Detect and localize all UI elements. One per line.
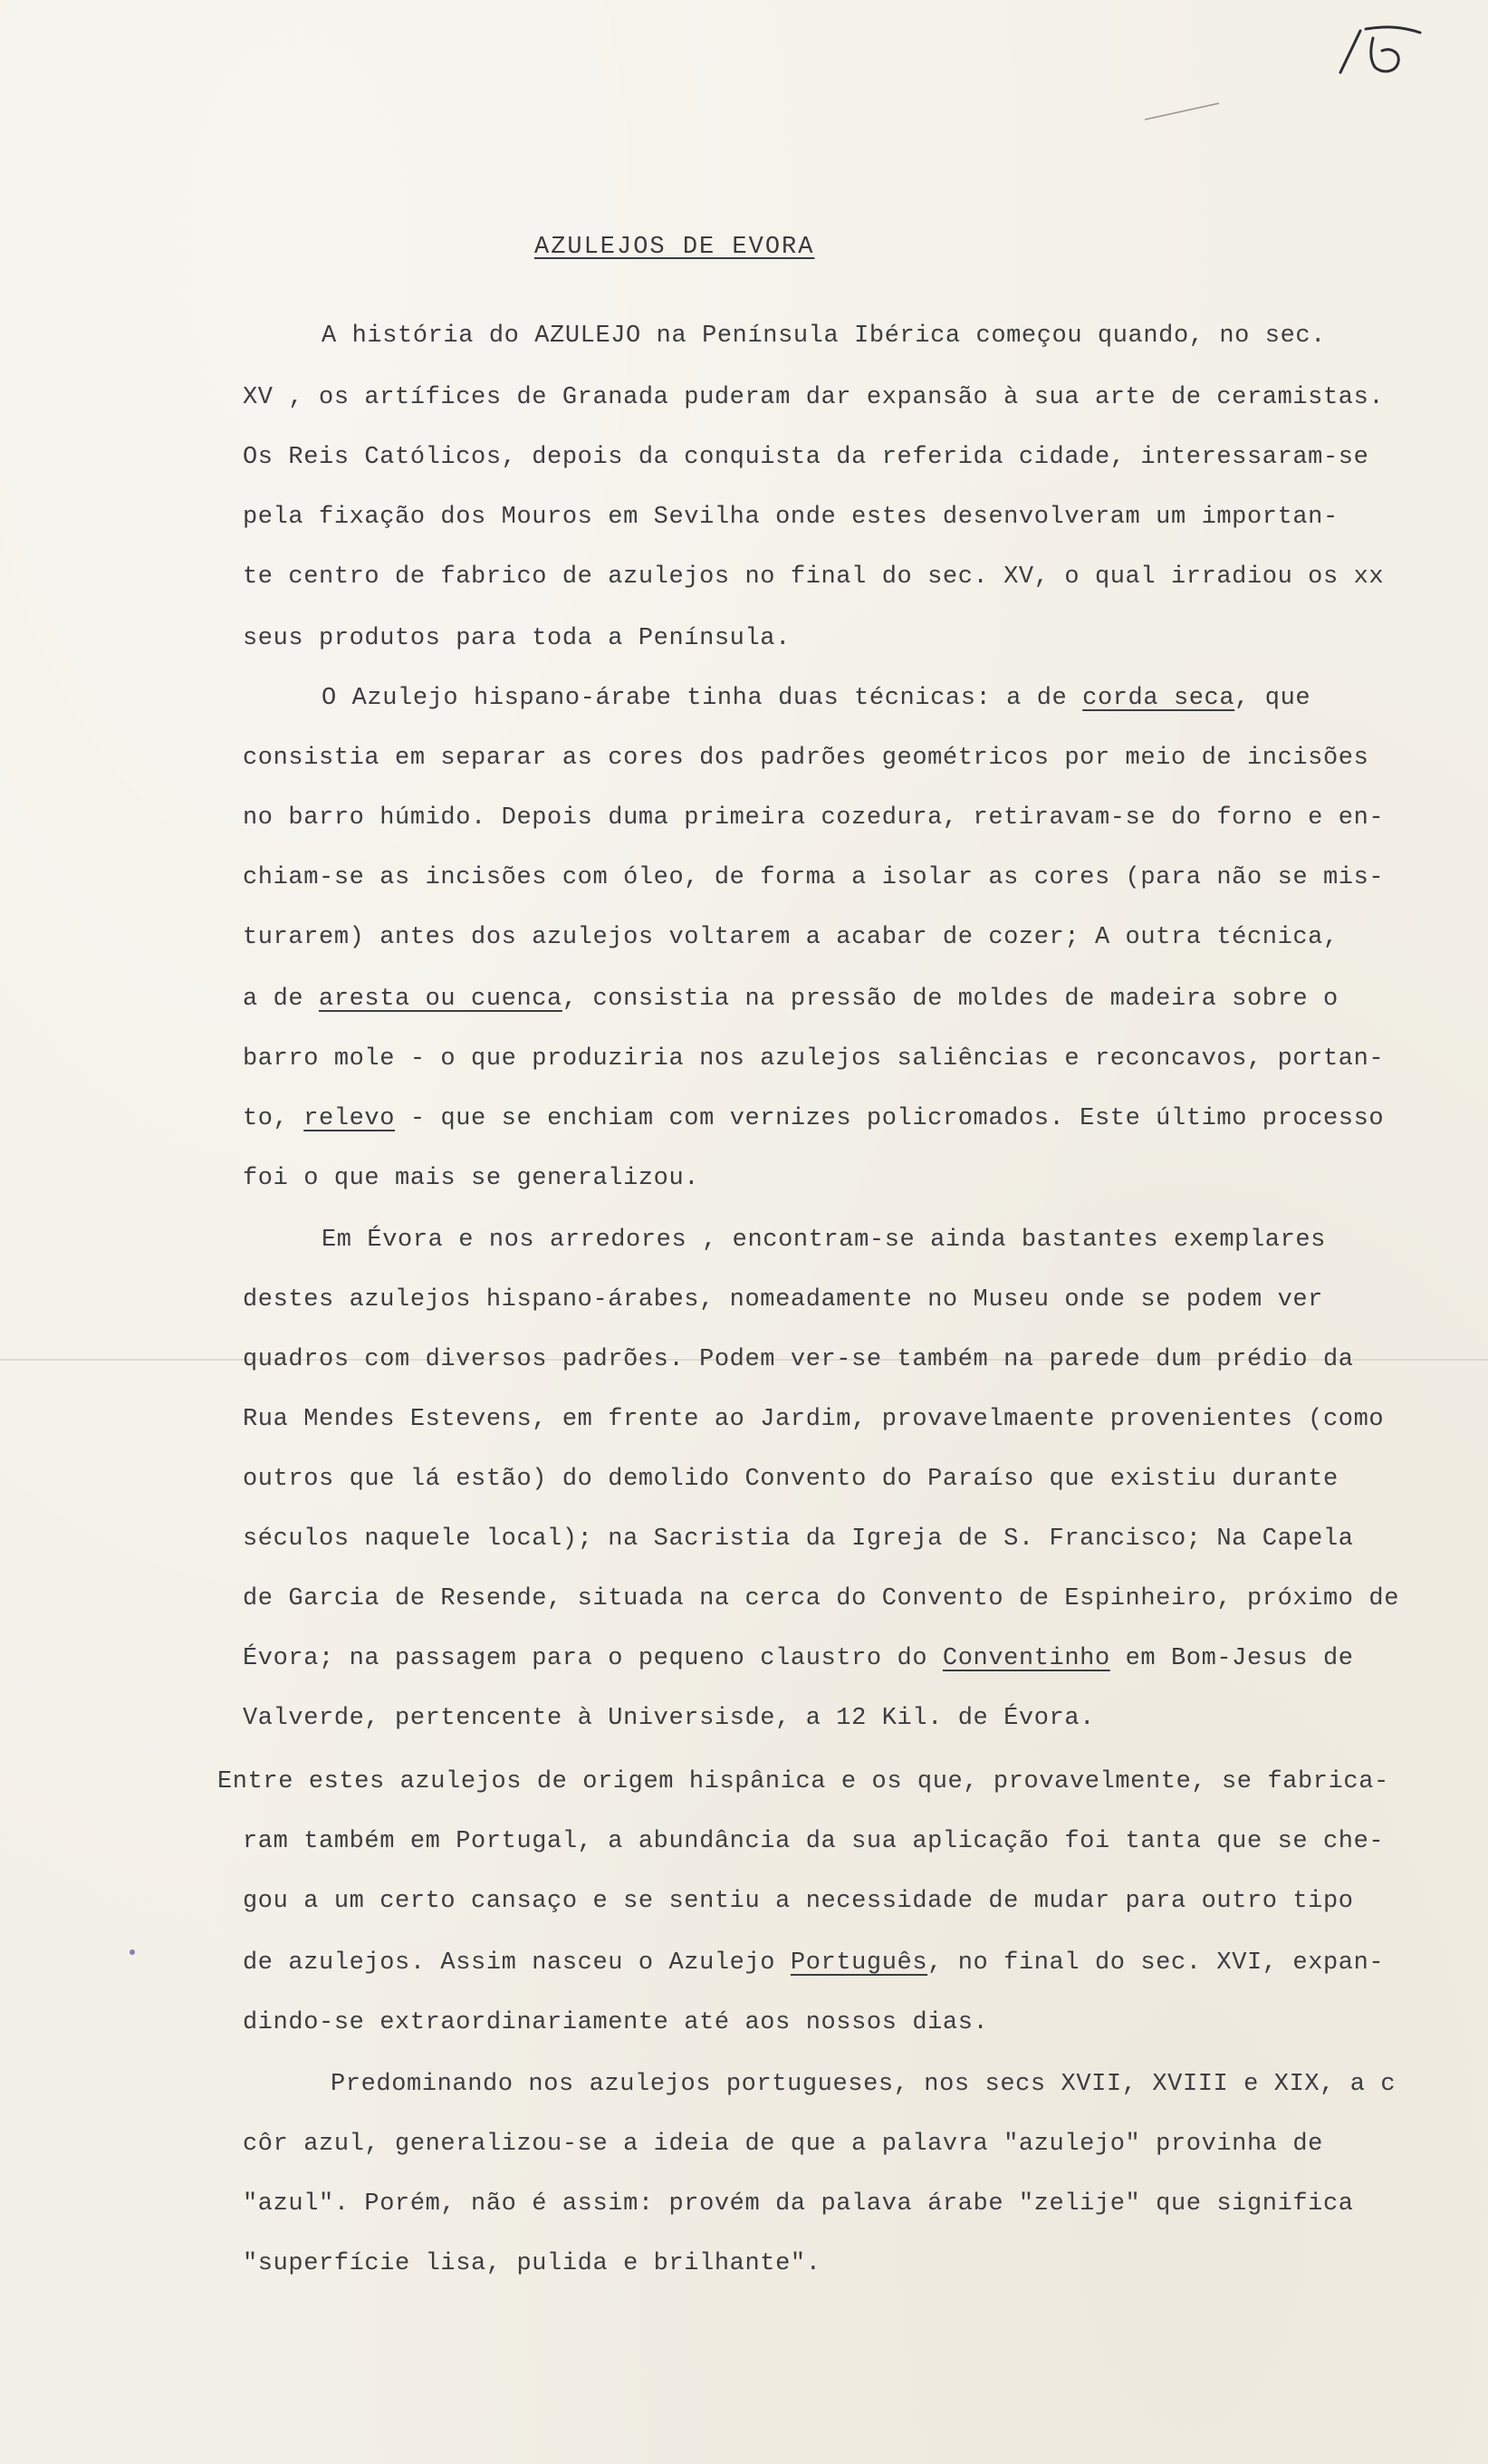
margin-ink-dot [130,1949,135,1955]
portugues-term: Português [790,1949,928,1977]
p2-line-8-text-b: - que se enchiam com vernizes policromados. Este último processo [395,1105,1385,1132]
p2-line-6-text-a: a de [243,986,320,1013]
p2-line-8 [243,1105,1384,1132]
p4-line-4-text-a: de azulejos. Assim nasceu o Azulejo [243,1949,791,1977]
p3-line-8 [243,1645,1354,1672]
conventinho-term: Conventinho [942,1645,1110,1672]
p4-line-4-text-b: , no final do sec. XVI, expan- [927,1949,1385,1977]
p4-line-5: dindo-se extraordinariamente até aos nossos dias. [243,2009,989,2036]
p2-line-9: foi o que mais se generalizou. [243,1165,700,1192]
p1-line-2: XV , os artífices de Granada puderam dar expansão à sua arte de ceramistas. [243,384,1385,411]
p3-line-8-text-b: em Bom-Jesus de [1109,1645,1354,1672]
p1-line-1: A história do AZULEJO na Península Ibérica começou quando, no sec. [322,322,1326,350]
p4-line-4 [243,1949,1384,1977]
p1-line-3: Os Reis Católicos, depois da conquista da referida cidade, interessaram-se [243,444,1369,471]
p1-line-5: te centro de fabrico de azulejos no final do sec. XV, o qual irradiou os xx [243,563,1385,591]
relevo-term: relevo [303,1105,396,1132]
p2-line-7: barro mole - o que produziria nos azulejos saliências e reconcavos, portan- [243,1045,1385,1073]
p5-line-3: "azul". Porém, não é assim: provém da palava árabe "zelije" que significa [243,2190,1354,2218]
document-title: AZULEJOS DE EVORA [534,234,815,261]
p3-line-3: quadros com diversos padrões. Podem ver-se também na parede dum prédio da [243,1346,1354,1373]
p2-line-4: chiam-se as incisões com óleo, de forma a isolar as cores (para não se mis- [243,864,1385,891]
p1-line-6: seus produtos para toda a Península. [243,625,791,652]
stray-pencil-mark [1141,98,1223,125]
p5-line-2: côr azul, generalizou-se a ideia de que a palavra "azulejo" provinha de [243,2131,1323,2158]
p3-line-4: Rua Mendes Estevens, em frente ao Jardim, provavelmaente provenientes (como [243,1406,1385,1433]
p2-line-2: consistia em separar as cores dos padrões geométricos por meio de incisões [243,745,1369,772]
p2-line-3: no barro húmido. Depois duma primeira cozedura, retiravam-se do forno e en- [243,804,1385,832]
p2-line-5: turarem) antes dos azulejos voltarem a acabar de cozer; A outra técnica, [243,924,1339,951]
aresta-ou-cuenca-term: aresta ou cuenca [319,986,562,1013]
p2-line-6 [243,986,1339,1013]
p3-line-2: destes azulejos hispano-árabes, nomeadamente no Museu onde se podem ver [243,1286,1323,1314]
p4-line-1: Entre estes azulejos de origem hispânica e os que, provavelmente, se fabrica- [217,1768,1389,1795]
p5-line-4: "superfície lisa, pulida e brilhante". [243,2250,821,2277]
corda-seca-term: corda seca [1082,685,1235,712]
page-number-text: 15 [1366,36,1412,78]
p2-line-1-text-a: O Azulejo hispano-árabe tinha duas técnicas: a de [322,685,1083,712]
p4-line-2: ram também em Portugal, a abundância da sua aplicação foi tanta que se che- [243,1828,1385,1855]
p1-line-4: pela fixação dos Mouros em Sevilha onde estes desenvolveram um importan- [243,504,1339,531]
p4-line-3: gou a um certo cansaço e se sentiu a necessidade de mudar para outro tipo [243,1888,1354,1915]
p2-line-8-text-a: to, [243,1105,304,1132]
p2-line-1 [322,685,1310,712]
page-number-scribble [1333,20,1433,83]
p3-line-7: de Garcia de Resende, situada na cerca do Convento de Espinheiro, próximo de [243,1585,1399,1612]
p3-line-6: séculos naquele local); na Sacristia da Igreja de S. Francisco; Na Capela [243,1526,1354,1553]
p3-line-1: Em Évora e nos arredores , encontram-se ainda bastantes exemplares [322,1227,1326,1254]
p2-line-6-text-b: , consistia na pressão de moldes de madeira sobre o [562,986,1339,1013]
p3-line-5: outros que lá estão) do demolido Convento do Paraíso que existiu durante [243,1466,1339,1493]
handwritten-page-number [1333,20,1433,83]
p5-line-1: Predominando nos azulejos portugueses, nos secs XVII, XVIII e XIX, a c [331,2071,1397,2098]
p2-line-1-text-b: , que [1234,685,1311,712]
p3-line-9: Valverde, pertencente à Universisde, a 12 Kil. de Évora. [243,1705,1095,1732]
p3-line-8-text-a: Évora; na passagem para o pequeno claustro do [243,1645,943,1672]
